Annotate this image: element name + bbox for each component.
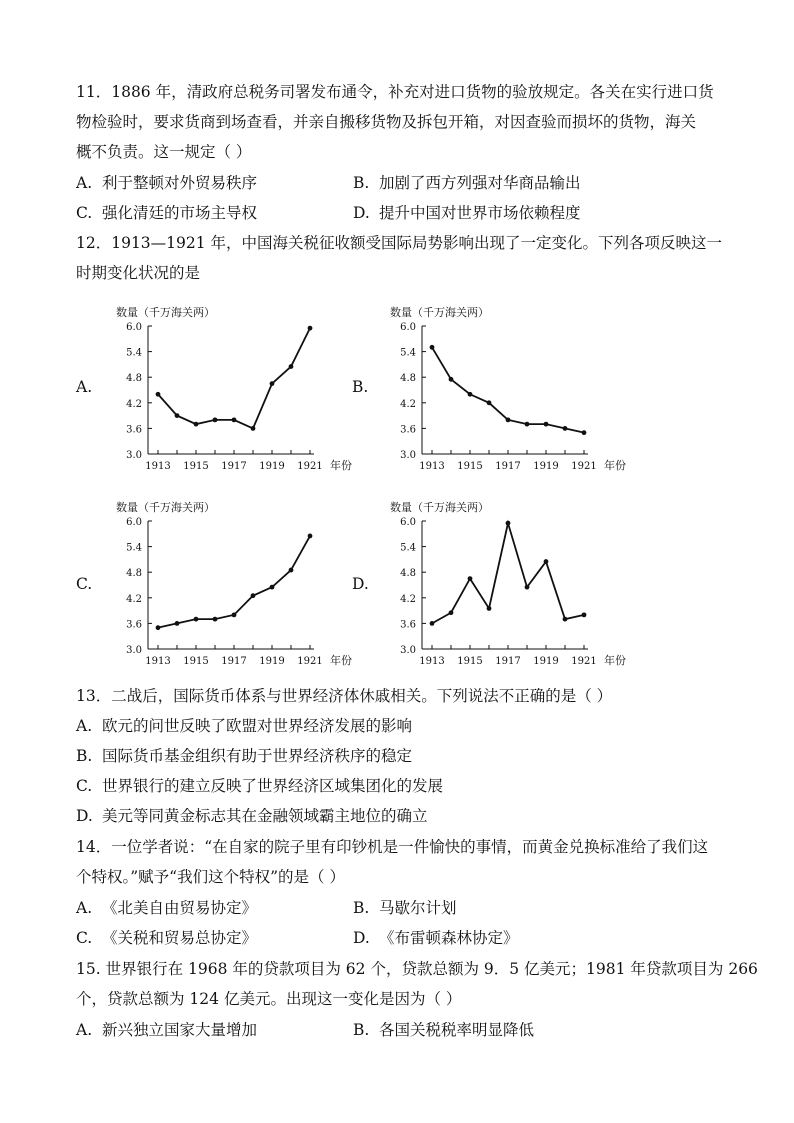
data-point <box>468 392 473 397</box>
x-tick-label: 1913 <box>145 461 171 472</box>
q14-option-a: A. 《北美自由贸易协定》 <box>76 899 258 917</box>
y-tick-label: 4.8 <box>400 568 416 580</box>
data-point <box>506 521 511 526</box>
x-axis-label: 年份 <box>330 654 352 667</box>
data-point <box>251 426 256 431</box>
data-point <box>213 417 218 422</box>
y-axis-label: 数量（千万海关两） <box>116 306 215 319</box>
x-tick-label: 1921 <box>571 656 597 667</box>
x-tick-label: 1921 <box>571 461 597 472</box>
data-point <box>449 377 454 382</box>
q11-option-d: D. 提升中国对世界市场依赖程度 <box>353 204 581 222</box>
data-point <box>194 422 199 427</box>
chart-c-option-label: C. <box>76 575 93 593</box>
chart-d <box>352 493 712 673</box>
data-point <box>156 392 161 397</box>
data-point <box>175 413 180 418</box>
x-tick-label: 1917 <box>221 656 247 667</box>
y-tick-label: 5.4 <box>126 347 142 359</box>
q11-line-3: 概不负责。这一规定（ ） <box>76 143 252 161</box>
y-tick-label: 6.0 <box>126 322 142 333</box>
chart-d-svg <box>374 493 664 673</box>
x-tick-label: 1913 <box>419 656 445 667</box>
y-tick-label: 4.8 <box>126 373 142 385</box>
data-point <box>506 417 511 422</box>
y-tick-label: 3.6 <box>126 424 142 436</box>
data-point <box>213 617 218 622</box>
q14-line-2: 个特权。”赋予“我们这个特权”的是（ ） <box>76 868 345 886</box>
x-tick-label: 1913 <box>145 656 171 667</box>
series-line <box>158 328 310 428</box>
data-point <box>468 576 473 581</box>
q13-option-c: C. 世界银行的建立反映了世界经济区域集团化的发展 <box>76 777 444 795</box>
data-point <box>156 625 161 630</box>
data-point <box>525 422 530 427</box>
data-point <box>232 612 237 617</box>
data-point <box>175 621 180 626</box>
data-point <box>544 422 549 427</box>
chart-a-svg <box>100 298 390 478</box>
y-tick-label: 5.4 <box>400 347 416 359</box>
y-tick-label: 4.8 <box>400 373 416 385</box>
q13-option-a: A. 欧元的问世反映了欧盟对世界经济发展的影响 <box>76 717 413 735</box>
y-tick-label: 3.0 <box>400 645 416 656</box>
q15-option-a: A. 新兴独立国家大量增加 <box>76 1021 258 1039</box>
data-point <box>487 400 492 405</box>
q11-line-2: 物检验时，要求货商到场查看，并亲自搬移货物及拆包开箱，对因查验而损坏的货物，海关 <box>76 113 697 131</box>
q14-option-b: B. 马歇尔计划 <box>353 899 457 917</box>
chart-a-option-label: A. <box>76 378 93 396</box>
q15-line-1: 15. 世界银行在 1968 年的贷款项目为 62 个，贷款总额为 9．5 亿美元；1981 年贷款项目为 266 <box>76 960 758 978</box>
y-tick-label: 4.2 <box>400 398 416 410</box>
y-tick-label: 5.4 <box>400 542 416 554</box>
x-tick-label: 1913 <box>419 461 445 472</box>
y-tick-label: 4.2 <box>400 593 416 605</box>
x-tick-label: 1917 <box>495 656 521 667</box>
y-tick-label: 6.0 <box>126 517 142 528</box>
q12-line-2: 时期变化状况的是 <box>76 264 201 282</box>
y-tick-label: 3.6 <box>126 619 142 631</box>
q15-option-b: B. 各国关税税率明显降低 <box>353 1021 535 1039</box>
data-point <box>308 534 313 539</box>
q13-option-b: B. 国际货币基金组织有助于世界经济秩序的稳定 <box>76 747 413 765</box>
chart-d-option-label: D. <box>352 575 369 593</box>
y-tick-label: 3.0 <box>126 645 142 656</box>
q14-option-d: D. 《布雷顿森林协定》 <box>353 929 519 947</box>
x-tick-label: 1919 <box>533 656 559 667</box>
y-tick-label: 5.4 <box>126 542 142 554</box>
x-axis-label: 年份 <box>604 654 626 667</box>
y-axis-label: 数量（千万海关两） <box>390 501 489 514</box>
y-tick-label: 6.0 <box>400 322 416 333</box>
q11-line-1: 11．1886 年，清政府总税务司署发布通令，补充对进口货物的验放规定。各关在实行进口货 <box>76 83 714 101</box>
data-point <box>544 559 549 564</box>
y-tick-label: 3.6 <box>400 424 416 436</box>
data-point <box>430 621 435 626</box>
y-axis-label: 数量（千万海关两） <box>390 306 489 319</box>
chart-b <box>352 298 712 478</box>
q13-option-d: D. 美元等同黄金标志其在金融领域霸主地位的确立 <box>76 807 428 825</box>
x-tick-label: 1915 <box>457 461 483 472</box>
chart-b-option-label: B. <box>352 378 369 396</box>
y-axis-label: 数量（千万海关两） <box>116 501 215 514</box>
q11-option-a: A. 利于整顿对外贸易秩序 <box>76 174 258 192</box>
data-point <box>430 345 435 350</box>
x-tick-label: 1917 <box>221 461 247 472</box>
data-point <box>487 606 492 611</box>
data-point <box>563 426 568 431</box>
x-tick-label: 1921 <box>297 656 323 667</box>
data-point <box>563 617 568 622</box>
data-point <box>251 593 256 598</box>
q14-option-c: C. 《关税和贸易总协定》 <box>76 929 258 947</box>
y-tick-label: 4.8 <box>126 568 142 580</box>
q15-line-2: 个，贷款总额为 124 亿美元。出现这一变化是因为（ ） <box>76 990 462 1008</box>
data-point <box>582 612 587 617</box>
y-tick-label: 3.6 <box>400 619 416 631</box>
x-tick-label: 1915 <box>183 461 209 472</box>
x-tick-label: 1919 <box>259 656 285 667</box>
x-tick-label: 1915 <box>457 656 483 667</box>
data-point <box>582 430 587 435</box>
data-point <box>525 585 530 590</box>
x-tick-label: 1917 <box>495 461 521 472</box>
y-tick-label: 6.0 <box>400 517 416 528</box>
data-point <box>289 364 294 369</box>
y-tick-label: 3.0 <box>400 450 416 461</box>
data-point <box>270 381 275 386</box>
data-point <box>289 568 294 573</box>
y-tick-label: 3.0 <box>126 450 142 461</box>
data-point <box>232 417 237 422</box>
y-tick-label: 4.2 <box>126 398 142 410</box>
x-axis-label: 年份 <box>330 459 352 472</box>
q12-line-1: 12．1913—1921 年，中国海关税征收额受国际局势影响出现了一定变化。下列各项反映这一 <box>76 234 723 252</box>
data-point <box>308 326 313 331</box>
x-tick-label: 1915 <box>183 656 209 667</box>
data-point <box>449 610 454 615</box>
q13-line-1: 13．二战后，国际货币体系与世界经济体休戚相关。下列说法不正确的是（ ） <box>76 687 613 705</box>
x-tick-label: 1921 <box>297 461 323 472</box>
x-tick-label: 1919 <box>533 461 559 472</box>
chart-b-svg <box>374 298 664 478</box>
x-tick-label: 1919 <box>259 461 285 472</box>
data-point <box>270 585 275 590</box>
chart-c-svg <box>100 493 390 673</box>
y-tick-label: 4.2 <box>126 593 142 605</box>
q11-option-c: C. 强化清廷的市场主导权 <box>76 204 258 222</box>
data-point <box>194 617 199 622</box>
q14-line-1: 14．一位学者说：“在自家的院子里有印钞机是一件愉快的事情，而黄金兑换标准给了我们这 <box>76 838 709 856</box>
series-line <box>432 523 584 623</box>
x-axis-label: 年份 <box>604 459 626 472</box>
q11-option-b: B. 加剧了西方列强对华商品输出 <box>353 174 581 192</box>
